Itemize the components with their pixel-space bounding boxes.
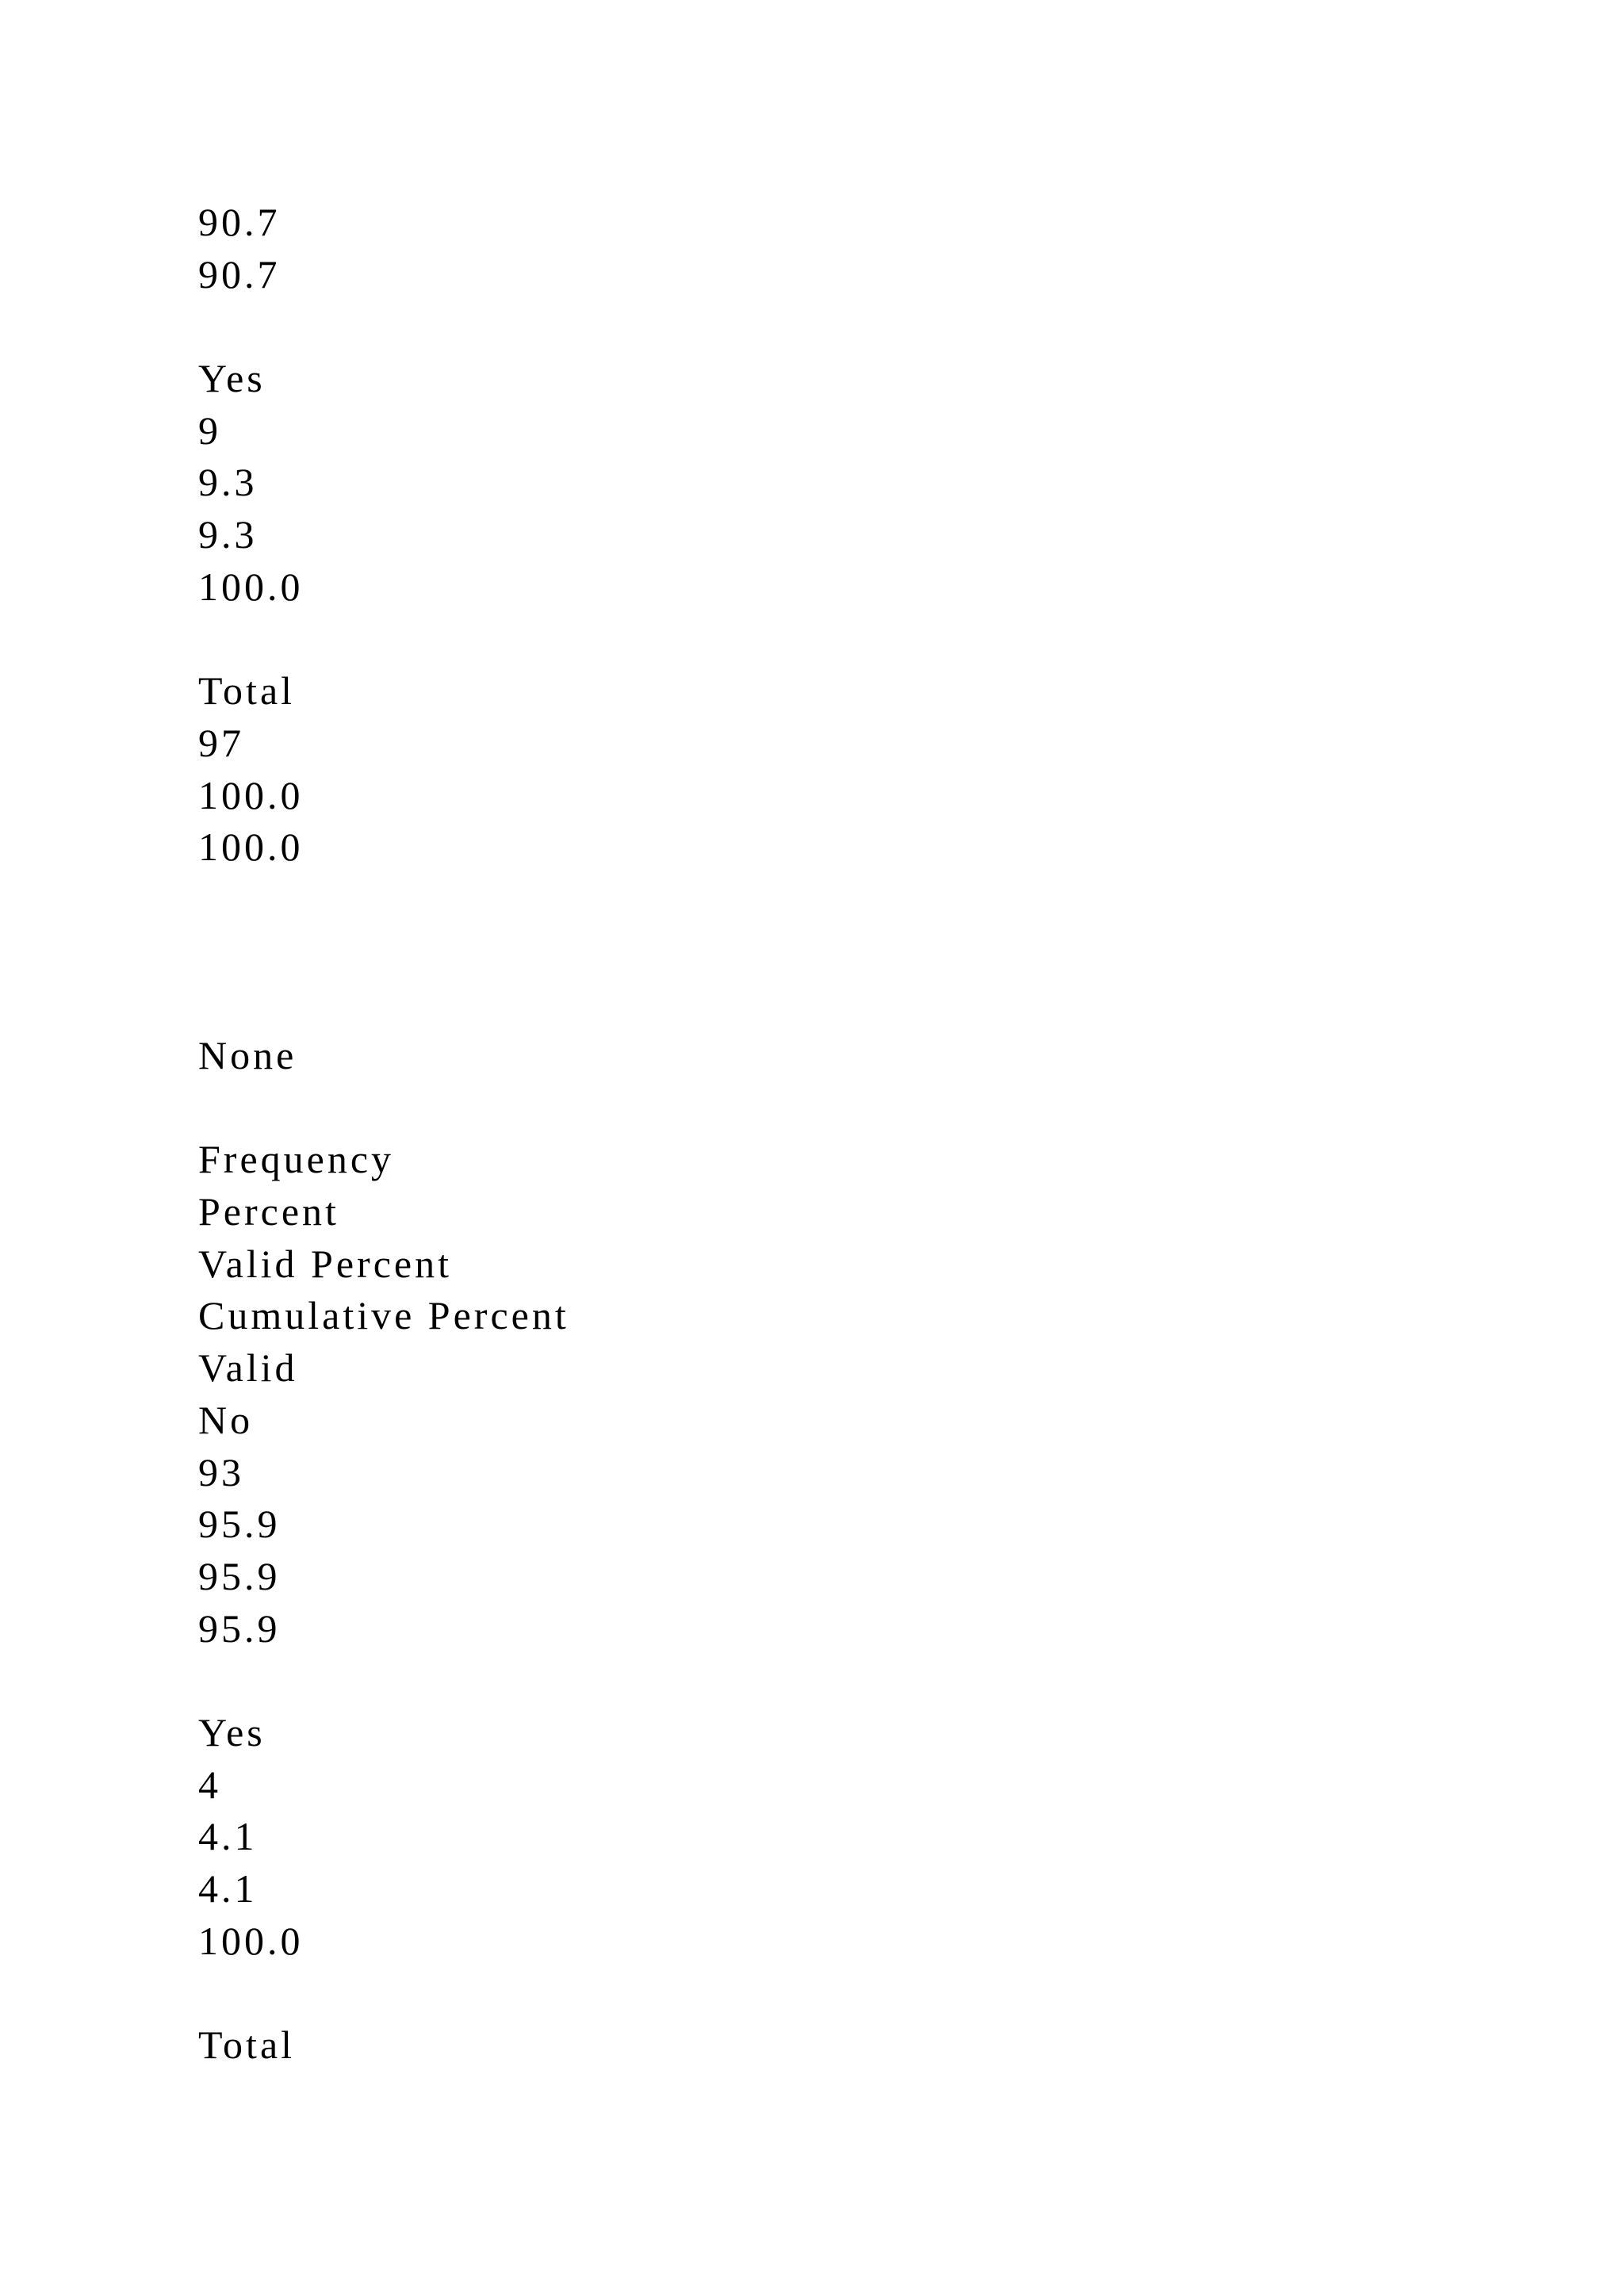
blank-line [198, 1967, 569, 2019]
text-line: 9.3 [198, 460, 258, 505]
text-line: 100.0 [198, 772, 304, 817]
text-line: 9 [198, 408, 221, 453]
text-line: Yes [198, 1709, 266, 1755]
text-line: Total [198, 2022, 296, 2068]
text-line: Yes [198, 356, 266, 401]
text-line: No [198, 1397, 254, 1442]
text-line: 9.3 [198, 512, 258, 557]
blank-line [198, 978, 569, 1030]
text-line: 4.1 [198, 1814, 258, 1859]
text-line: 90.7 [198, 251, 281, 297]
text-line: 95.9 [198, 1553, 281, 1598]
blank-line [198, 926, 569, 978]
text-line: 90.7 [198, 200, 281, 244]
text-line: 95.9 [198, 1605, 281, 1651]
text-line: Total [198, 668, 296, 714]
text-line: 97 [198, 720, 244, 765]
text-line: 100.0 [198, 1918, 304, 1963]
text-line: 4.1 [198, 1866, 258, 1911]
text-line: 93 [198, 1449, 244, 1494]
text-line: Valid [198, 1345, 298, 1391]
blank-line [198, 1655, 569, 1707]
blank-line [198, 300, 569, 353]
text-line: Percent [198, 1189, 339, 1234]
text-line: Cumulative Percent [198, 1293, 569, 1338]
text-line: Valid Percent [198, 1241, 452, 1286]
text-line: 4 [198, 1762, 221, 1807]
blank-line [198, 874, 569, 926]
text-line: Frequency [198, 1137, 395, 1182]
text-line: 100.0 [198, 825, 304, 870]
document-text-lines [198, 197, 569, 2072]
text-line: None [198, 1033, 297, 1077]
text-line: 100.0 [198, 564, 304, 609]
text-line: 95.9 [198, 1502, 281, 1547]
blank-line [198, 614, 569, 666]
blank-line [198, 1082, 569, 1135]
